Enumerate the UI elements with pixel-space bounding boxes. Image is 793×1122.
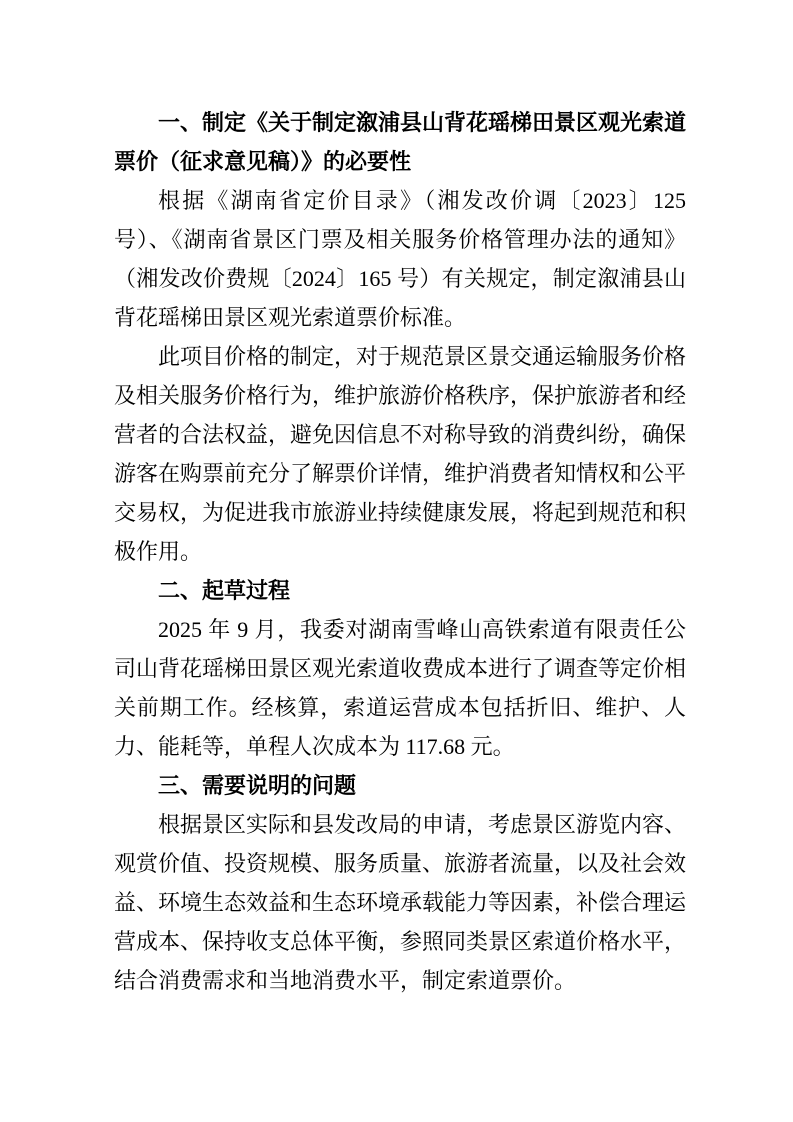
document-body <box>114 103 686 1000</box>
section-heading-drafting-process: 二、起草过程 <box>158 578 291 603</box>
paragraph-cost-investigation: 2025 年 9 月，我委对湖南雪峰山高铁索道有限责任公司山背花瑶梯田景区观光索道收费成本进行了调查等定价相关前期工作。经核算，索道运营成本包括折旧、维护、人力、能耗等，单程人次成本为 117.68 元。 <box>114 617 687 759</box>
paragraph-pricing-considerations: 根据景区实际和县发改局的申请，考虑景区游览内容、观赏价值、投资规模、服务质量、旅游者流量，以及社会效益、环境生态效益和生态环境承载能力等因素，补偿合理运营成本、保持收支总体平衡，参照同类景区索道价格水平，结合消费需求和当地消费水平，制定索道票价。 <box>114 812 687 993</box>
paragraph-legal-basis: 根据《湖南省定价目录》（湘发改价调〔2023〕125 号）、《湖南省景区门票及相关服务价格管理办法的通知》（湘发改价费规〔2024〕165 号）有关规定，制定溆浦县山背花瑶梯田景区观光索道票价标准。 <box>114 188 686 330</box>
paragraph-purpose: 此项目价格的制定，对于规范景区景交通运输服务价格及相关服务价格行为，维护旅游价格秩序，保护旅游者和经营者的合法权益，避免因信息不对称导致的消费纠纷，确保游客在购票前充分了解票价详情，维护消费者知情权和公平交易权，为促进我市旅游业持续健康发展，将起到规范和积极作用。 <box>114 344 687 564</box>
section-heading-issues-to-explain: 三、需要说明的问题 <box>158 773 357 798</box>
section-necessity <box>114 103 686 571</box>
section-drafting-process <box>114 571 686 766</box>
section-heading-necessity: 一、制定《关于制定溆浦县山背花瑶梯田景区观光索道票价（征求意见稿）》的必要性 <box>114 110 687 174</box>
section-issues-to-explain <box>114 766 686 1000</box>
